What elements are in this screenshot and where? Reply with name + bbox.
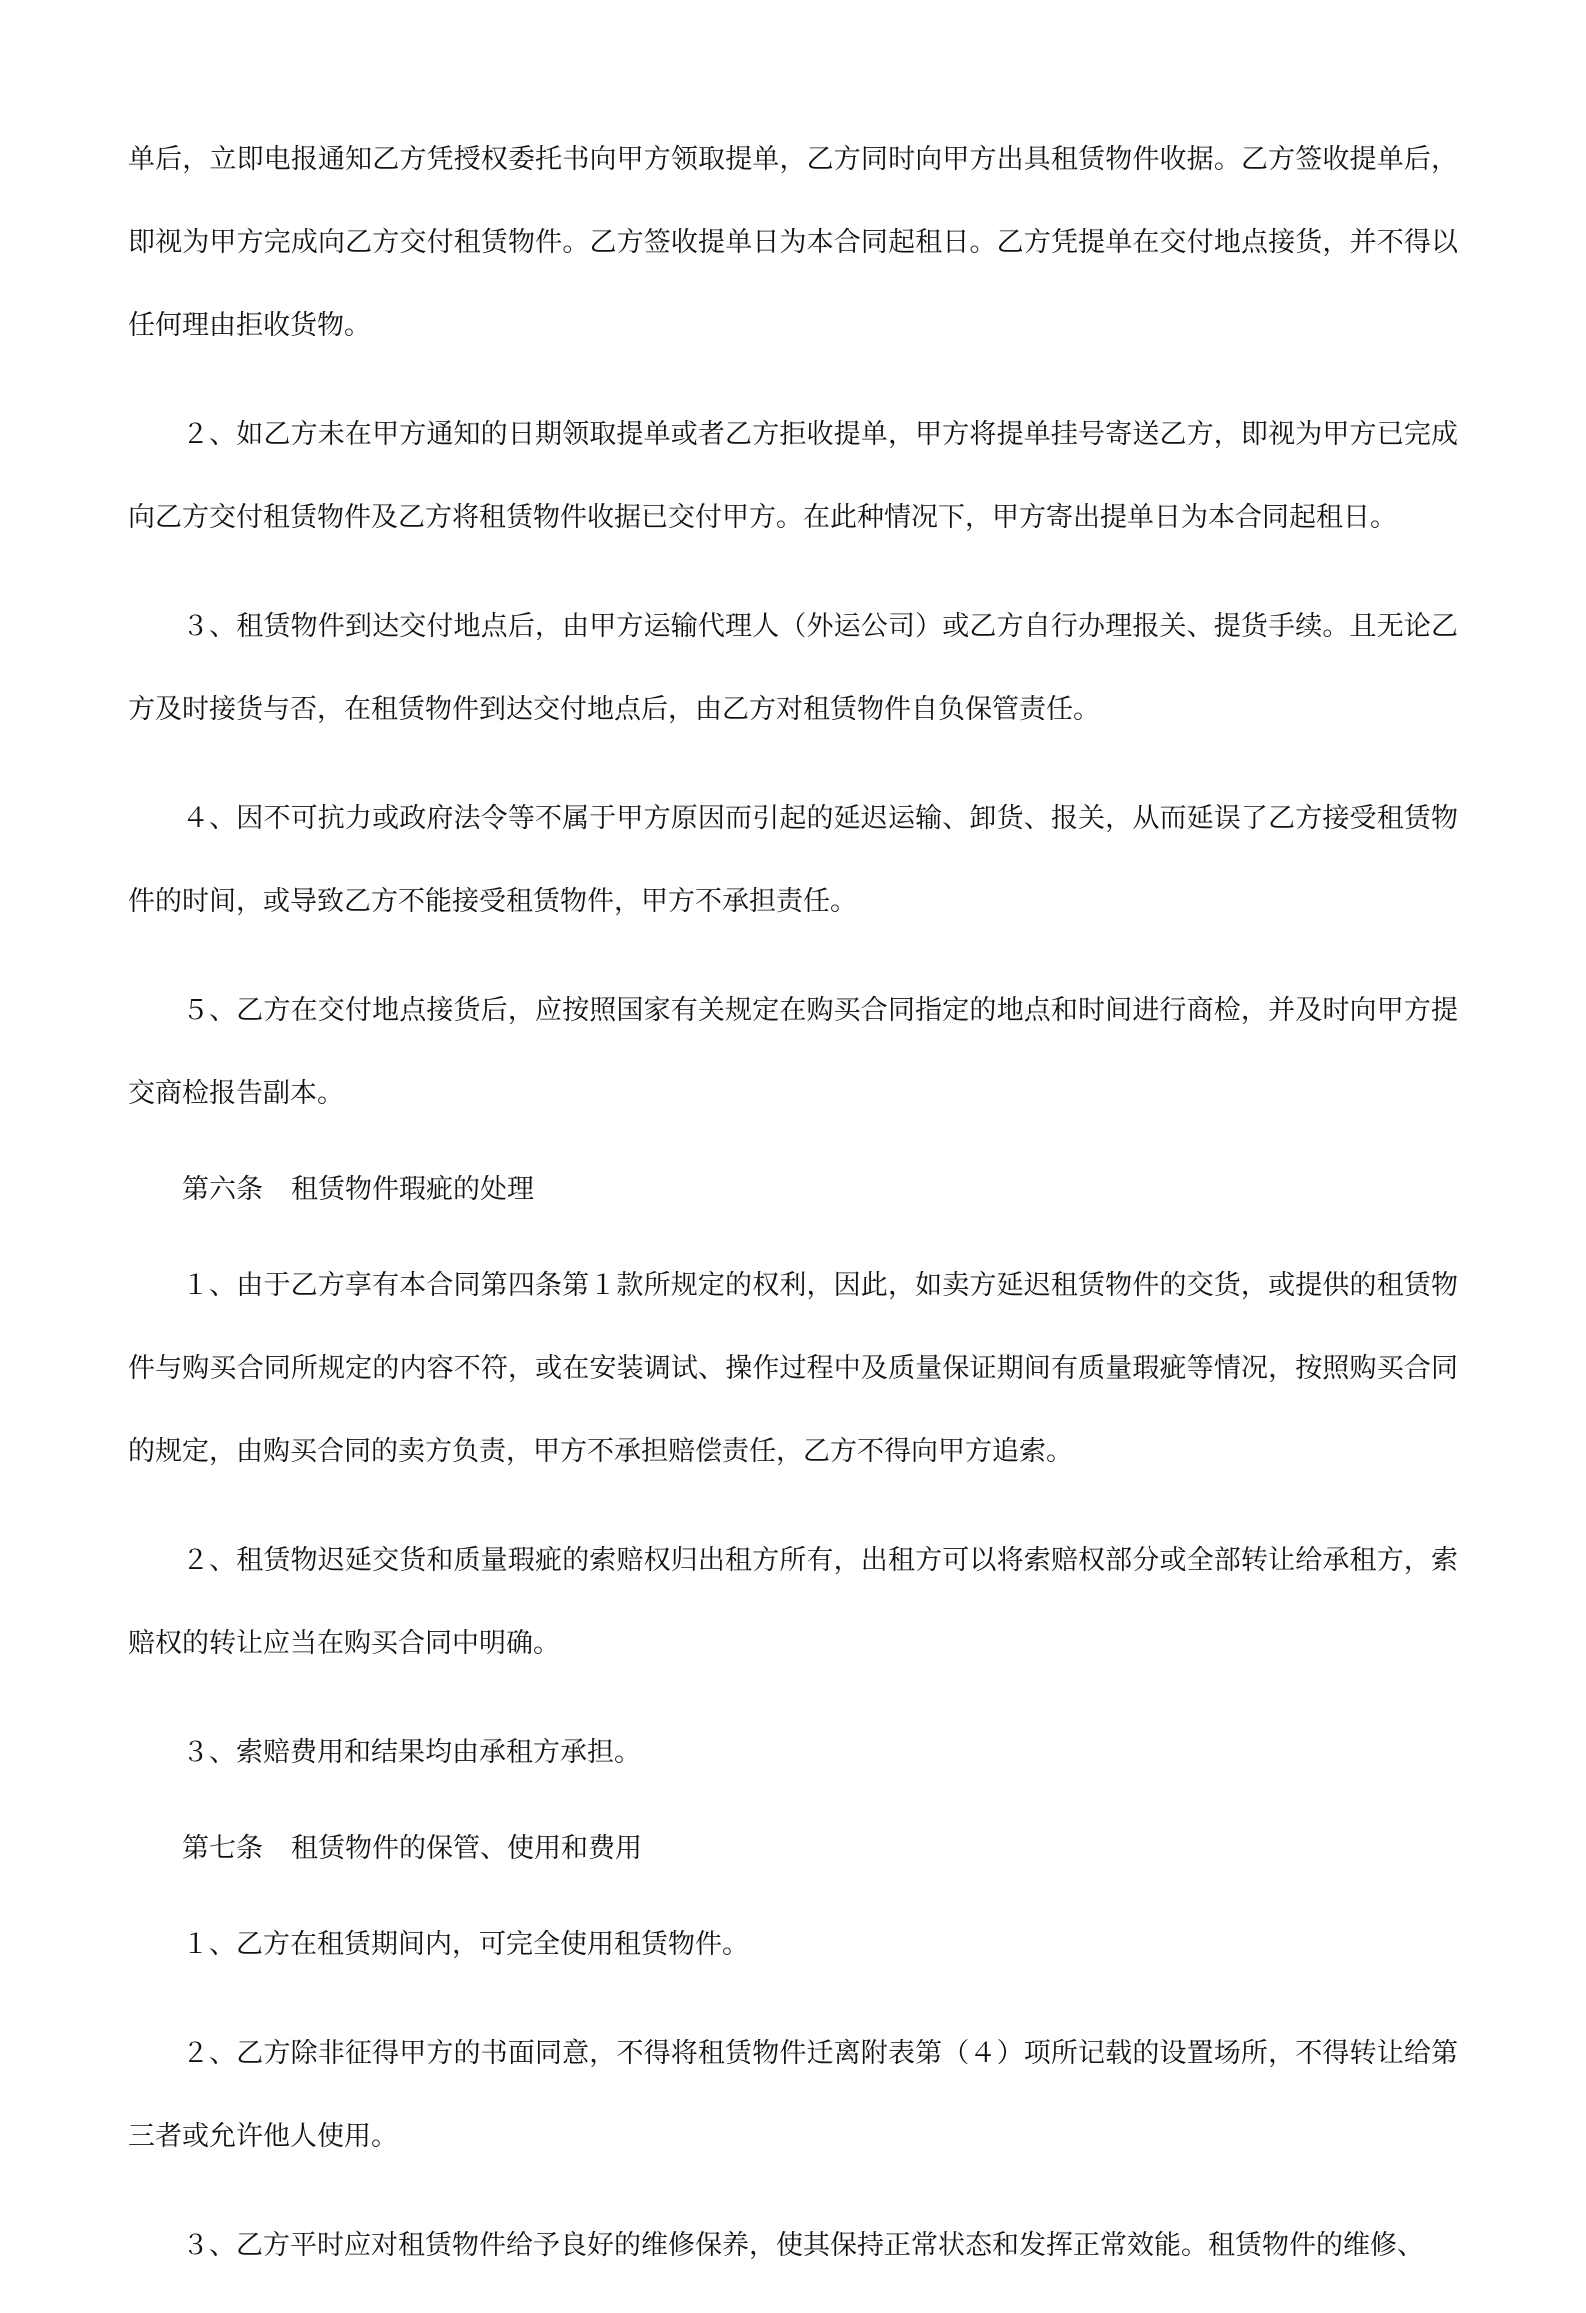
paragraph-clause-4: ４、因不可抗力或政府法令等不属于甲方原因而引起的延迟运输、卸货、报关，从而延误了乙方接受租赁物件的时间，或导致乙方不能接受租赁物件，甲方不承担责任。: [128, 803, 1458, 917]
article-6-heading: [128, 1161, 1458, 1218]
article-7-number: 第七条: [182, 1833, 263, 1864]
article-7-heading: [128, 1820, 1458, 1877]
paragraph-article-6-clause-3: ３、索赔费用和结果均由承租方承担。: [182, 1737, 641, 1768]
paragraph-delivery-continuation: 单后，立即电报通知乙方凭授权委托书向甲方领取提单，乙方同时向甲方出具租赁物件收据。乙方签收提单后，即视为甲方完成向乙方交付租赁物件。乙方签收提单日为本合同起租日。乙方凭提单在交付地点接货，并不得以任何理由拒收货物。: [128, 144, 1458, 341]
paragraph-article-6-clause-2: ２、租赁物迟延交货和质量瑕疵的索赔权归出租方所有，出租方可以将索赔权部分或全部转让给承租方，索赔权的转让应当在购买合同中明确。: [128, 1545, 1458, 1659]
article-6-number: 第六条: [182, 1174, 263, 1205]
paragraph-article-6-clause-1: １、由于乙方享有本合同第四条第１款所规定的权利，因此，如卖方延迟租赁物件的交货，或提供的租赁物件与购买合同所规定的内容不符，或在安装调试、操作过程中及质量保证期间有质量瑕疵等情况，按照购买合同的规定，由购买合同的卖方负责，甲方不承担赔偿责任，乙方不得向甲方追索。: [128, 1270, 1458, 1467]
paragraph-clause-5: ５、乙方在交付地点接货后，应按照国家有关规定在购买合同指定的地点和时间进行商检，并及时向甲方提交商检报告副本。: [128, 995, 1458, 1109]
paragraph-clause-3: ３、租赁物件到达交付地点后，由甲方运输代理人（外运公司）或乙方自行办理报关、提货手续。且无论乙方及时接货与否，在租赁物件到达交付地点后，由乙方对租赁物件自负保管责任。: [128, 611, 1458, 725]
paragraph-article-7-clause-1: １、乙方在租赁期间内，可完全使用租赁物件。: [182, 1929, 749, 1960]
article-7-title: 租赁物件的保管、使用和费用: [291, 1833, 642, 1864]
paragraph-article-7-clause-3: ３、乙方平时应对租赁物件给予良好的维修保养，使其保持正常状态和发挥正常效能。租赁物件的维修、: [182, 2230, 1424, 2261]
document-page: [128, 118, 1458, 2313]
paragraph-article-7-clause-2: ２、乙方除非征得甲方的书面同意，不得将租赁物件迁离附表第（４）项所记载的设置场所，不得转让给第三者或允许他人使用。: [128, 2038, 1458, 2152]
paragraph-clause-2: ２、如乙方未在甲方通知的日期领取提单或者乙方拒收提单，甲方将提单挂号寄送乙方，即视为甲方已完成向乙方交付租赁物件及乙方将租赁物件收据已交付甲方。在此种情况下，甲方寄出提单日为本合同起租日。: [128, 419, 1458, 533]
article-6-title: 租赁物件瑕疵的处理: [291, 1174, 534, 1205]
